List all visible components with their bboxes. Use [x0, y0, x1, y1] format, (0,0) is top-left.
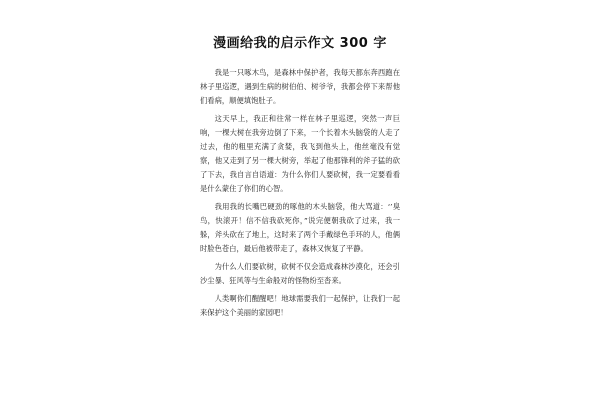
paragraph-3: 我用我的长嘴巴硬劲的啄他的木头脑袋，他大骂道：‘’臭鸟，快滚开！信不信我砍死你，”说完便朝我砍了过来，我一躲，斧头砍在了地上，这时来了两个手戴绿色手环的人，他俩时脸色苍白，最后他被带走了，森林又恢复了平静。 [200, 202, 400, 253]
paragraph-5: 人类啊你们醒醒吧！地球需要我们一起保护，让我们一起来保护这个美丽的家园吧！ [200, 294, 400, 317]
paragraph-1: 我是一只啄木鸟，是森林中保护者，我每天都东奔西跑在林子里巡逻，遇到生病的树伯伯、树爷爷，我都会停下来帮他们看病，顺便填饱肚子。 [200, 68, 400, 105]
paragraph-2: 这天早上，我正和往常一样在林子里巡逻，突然一声巨响，一棵大树在我旁边倒了下来，一个长着木头脑袋的人走了过去，他的粗里充满了贪婪，我飞到他头上，他丝毫没有觉察，他又走到了另一棵大树旁，举起了他那锋利的斧子猛的砍了下去，我自言自语道：为什么你们人要砍树，我一定要看看是什么蒙住了你们的心智。 [200, 114, 400, 193]
paragraph-4: 为什么人们要砍树，砍树不仅会造成森林沙漠化，还会引沙尘暴、狂风等与生命般对的怪物纷至沓来。 [200, 262, 400, 285]
document-title: 漫画给我的启示作文 300 字 [213, 36, 387, 51]
document-body [200, 66, 400, 323]
